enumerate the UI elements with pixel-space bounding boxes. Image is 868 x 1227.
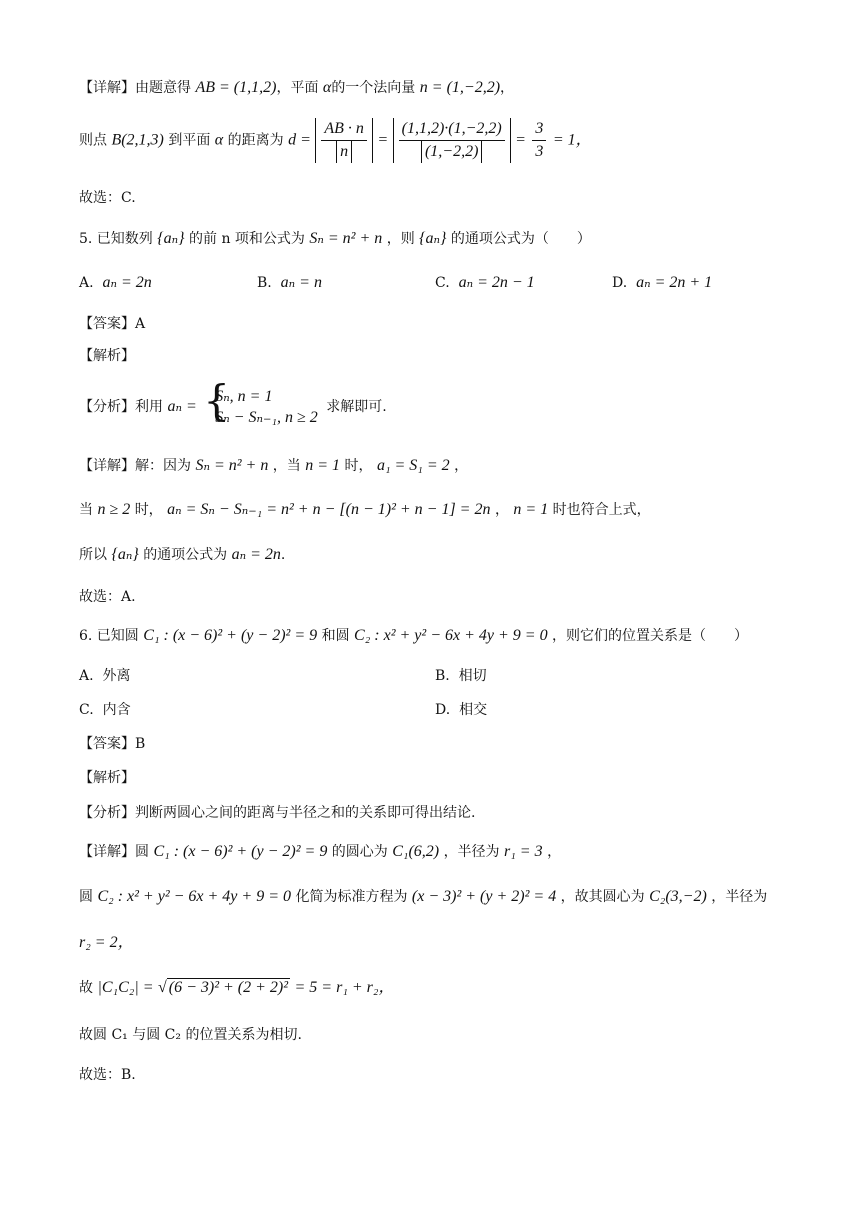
q5-detail (79, 455, 468, 477)
equals: = (515, 131, 526, 149)
abs-fraction (393, 118, 511, 163)
q5-option-b (257, 272, 322, 294)
q5-option-c (435, 272, 535, 294)
text: 化简为标准方程为 (295, 889, 408, 905)
q4-distance-line (79, 118, 592, 163)
text: . (280, 547, 286, 563)
option-expr: aₙ = 2n − 1 (458, 274, 535, 291)
option-label: C. (435, 275, 450, 291)
q6-relation: 故圆 C₁ 与圆 C₂ 的位置关系为相切. (79, 1027, 302, 1043)
text: 【详解】圆 (79, 844, 149, 860)
sequence: {aₙ} (111, 546, 139, 563)
text: ， (494, 502, 509, 518)
option-label: D. (435, 702, 451, 718)
text: 圆 (79, 889, 93, 905)
fraction (321, 118, 367, 163)
point-b: B(2,1,3) (111, 131, 164, 149)
text: 的通项公式为 (143, 547, 228, 563)
q6-option-c (79, 699, 131, 721)
abs-fraction (315, 118, 373, 163)
standard-equation: (x − 3)² + (y + 2)² = 4 (411, 888, 557, 905)
denominator: 3 (535, 143, 544, 161)
vector-ab: AB = (1,1,2) (195, 79, 277, 96)
an-symbol: aₙ = (167, 398, 197, 415)
abs-n: n (336, 141, 352, 163)
circle-c2-equation: C₂ : x² + y² − 6x + 4y + 9 = 0 (97, 888, 291, 905)
option-label: D. (612, 275, 628, 291)
detail-tag: 【详解】 (79, 80, 135, 96)
text: 的通项公式为（ ） (450, 231, 591, 247)
q6-c2-line (79, 886, 767, 908)
text: ，则它们的位置关系是（ ） (552, 628, 749, 644)
option-label: A. (79, 668, 94, 684)
q4-detail-line (79, 77, 514, 99)
option-expr: aₙ = n (280, 274, 322, 291)
text: 的前 n 项和公式为 (189, 231, 305, 247)
case-2: Sₙ − Sₙ₋₁, n ≥ 2 (215, 409, 318, 426)
q5-answer: 【答案】A (79, 316, 146, 332)
text: 5. 已知数列 (79, 231, 153, 247)
text: 【详解】解：因为 (79, 458, 191, 474)
distance-rhs: = 5 = r₁ + r₂， (294, 979, 395, 996)
q5-conclusion (79, 544, 285, 566)
q5-option-a (79, 272, 152, 294)
text: ，半径为 (711, 889, 768, 905)
distance-lhs: |C₁C₂| = (97, 979, 154, 996)
abs-n: (1,−2,2) (421, 141, 482, 163)
text: ，故其圆心为 (560, 889, 645, 905)
sequence: {aₙ} (157, 230, 185, 247)
text: 到平面 (168, 132, 211, 149)
text: ，半径为 (443, 844, 500, 860)
text: 的距离为 (227, 132, 284, 149)
sum-formula: Sₙ = n² + n (309, 230, 383, 247)
q6-option-a (79, 665, 130, 687)
fraction (399, 118, 505, 163)
text: 当 (79, 502, 93, 518)
text: 6. 已知圆 (79, 628, 139, 644)
formula: aₙ = 2n (231, 546, 281, 563)
text: ，当 (272, 458, 301, 474)
condition: n ≥ 2 (97, 501, 131, 518)
distance-d: d = (288, 131, 311, 149)
text: 的圆心为 (331, 844, 388, 860)
center-c2: C₂(3,−2) (649, 888, 707, 905)
piecewise-case (205, 386, 318, 428)
circle-c1-equation: C₁ : (x − 6)² + (y − 2)² = 9 (153, 843, 328, 860)
text: 所以 (79, 547, 107, 563)
text: 的一个法向量 (331, 80, 416, 96)
q6-option-b (435, 665, 487, 687)
text: ， (500, 80, 515, 96)
q5-stem (79, 228, 591, 250)
q5-answer-line: 故选：A. (79, 589, 136, 605)
option-label: A. (79, 275, 94, 291)
condition: n = 1 (305, 457, 341, 474)
normal-vector: n = (1,−2,2) (419, 79, 501, 96)
q6-stem (79, 625, 748, 647)
circle-c2-equation: C₂ : x² + y² − 6x + 4y + 9 = 0 (354, 627, 548, 644)
option-label: B. (257, 275, 272, 291)
text: ， (547, 844, 562, 860)
q6-analysis: 【解析】 (79, 770, 135, 786)
option-text: 相交 (459, 702, 488, 718)
equals: = (377, 131, 389, 149)
text: 【分析】利用 (79, 399, 163, 415)
option-label: C. (79, 702, 94, 718)
text: ， (454, 458, 469, 474)
option-expr: aₙ = 2n + 1 (636, 274, 713, 291)
q6-answer: 【答案】B (79, 736, 146, 752)
q6-detail (79, 841, 561, 863)
sqrt-expression: √ (6 − 3)² + (2 + 2)² (157, 979, 289, 996)
radicand: (6 − 3)² + (2 + 2)² (168, 979, 289, 996)
q4-answer-line: 故选：C. (79, 190, 136, 206)
q5-fenxi (79, 386, 387, 428)
text: 则点 (79, 132, 107, 149)
circle-c1-equation: C₁ : (x − 6)² + (y − 2)² = 9 (143, 627, 318, 644)
text: 由题意得 (135, 80, 191, 96)
derivation: aₙ = Sₙ − Sₙ₋₁ = n² + n − [(n − 1)² + n − 1] = 2n (167, 501, 491, 518)
option-expr: aₙ = 2n (102, 274, 152, 291)
q6-fenxi: 【分析】判断两圆心之间的距离与半径之和的关系即可得出结论. (79, 805, 476, 821)
q6-r2-line: r₂ = 2， (79, 934, 134, 951)
q5-analysis: 【解析】 (79, 348, 135, 364)
text: ，平面 (276, 80, 319, 96)
option-label: B. (435, 668, 450, 684)
text: 时， (344, 458, 373, 474)
center-c1: C₁(6,2) (392, 843, 440, 860)
text: 时也符合上式， (552, 502, 651, 518)
condition: n = 1 (513, 501, 549, 518)
text: ，则 (386, 231, 415, 247)
option-text: 相切 (458, 668, 487, 684)
q6-distance-line (79, 977, 394, 999)
denominator (399, 141, 505, 163)
case-1: { Sₙ, n = 1 (215, 388, 273, 405)
result: = 1， (552, 131, 592, 149)
fraction (532, 118, 546, 163)
q6-answer-line: 故选：B. (79, 1067, 136, 1083)
numerator: (1,1,2)·(1,−2,2) (399, 118, 505, 141)
alpha-symbol: α (214, 131, 224, 149)
q5-step (79, 499, 651, 521)
a1-value: a₁ = S₁ = 2 (376, 457, 450, 474)
text: 和圆 (321, 628, 350, 644)
text: 故 (79, 980, 93, 996)
radius-r1: r₁ = 3 (504, 843, 543, 860)
numerator: AB · n (321, 118, 367, 141)
sum-formula: Sₙ = n² + n (195, 457, 269, 474)
option-text: 外离 (102, 668, 131, 684)
denominator (321, 141, 367, 163)
q5-option-d (612, 272, 712, 294)
text: 求解即可. (326, 399, 387, 415)
alpha-symbol: α (322, 79, 332, 96)
q6-option-d (435, 699, 487, 721)
text: 时， (134, 502, 163, 518)
numerator: 3 (532, 118, 546, 141)
option-text: 内含 (102, 702, 131, 718)
sequence: {aₙ} (419, 230, 447, 247)
